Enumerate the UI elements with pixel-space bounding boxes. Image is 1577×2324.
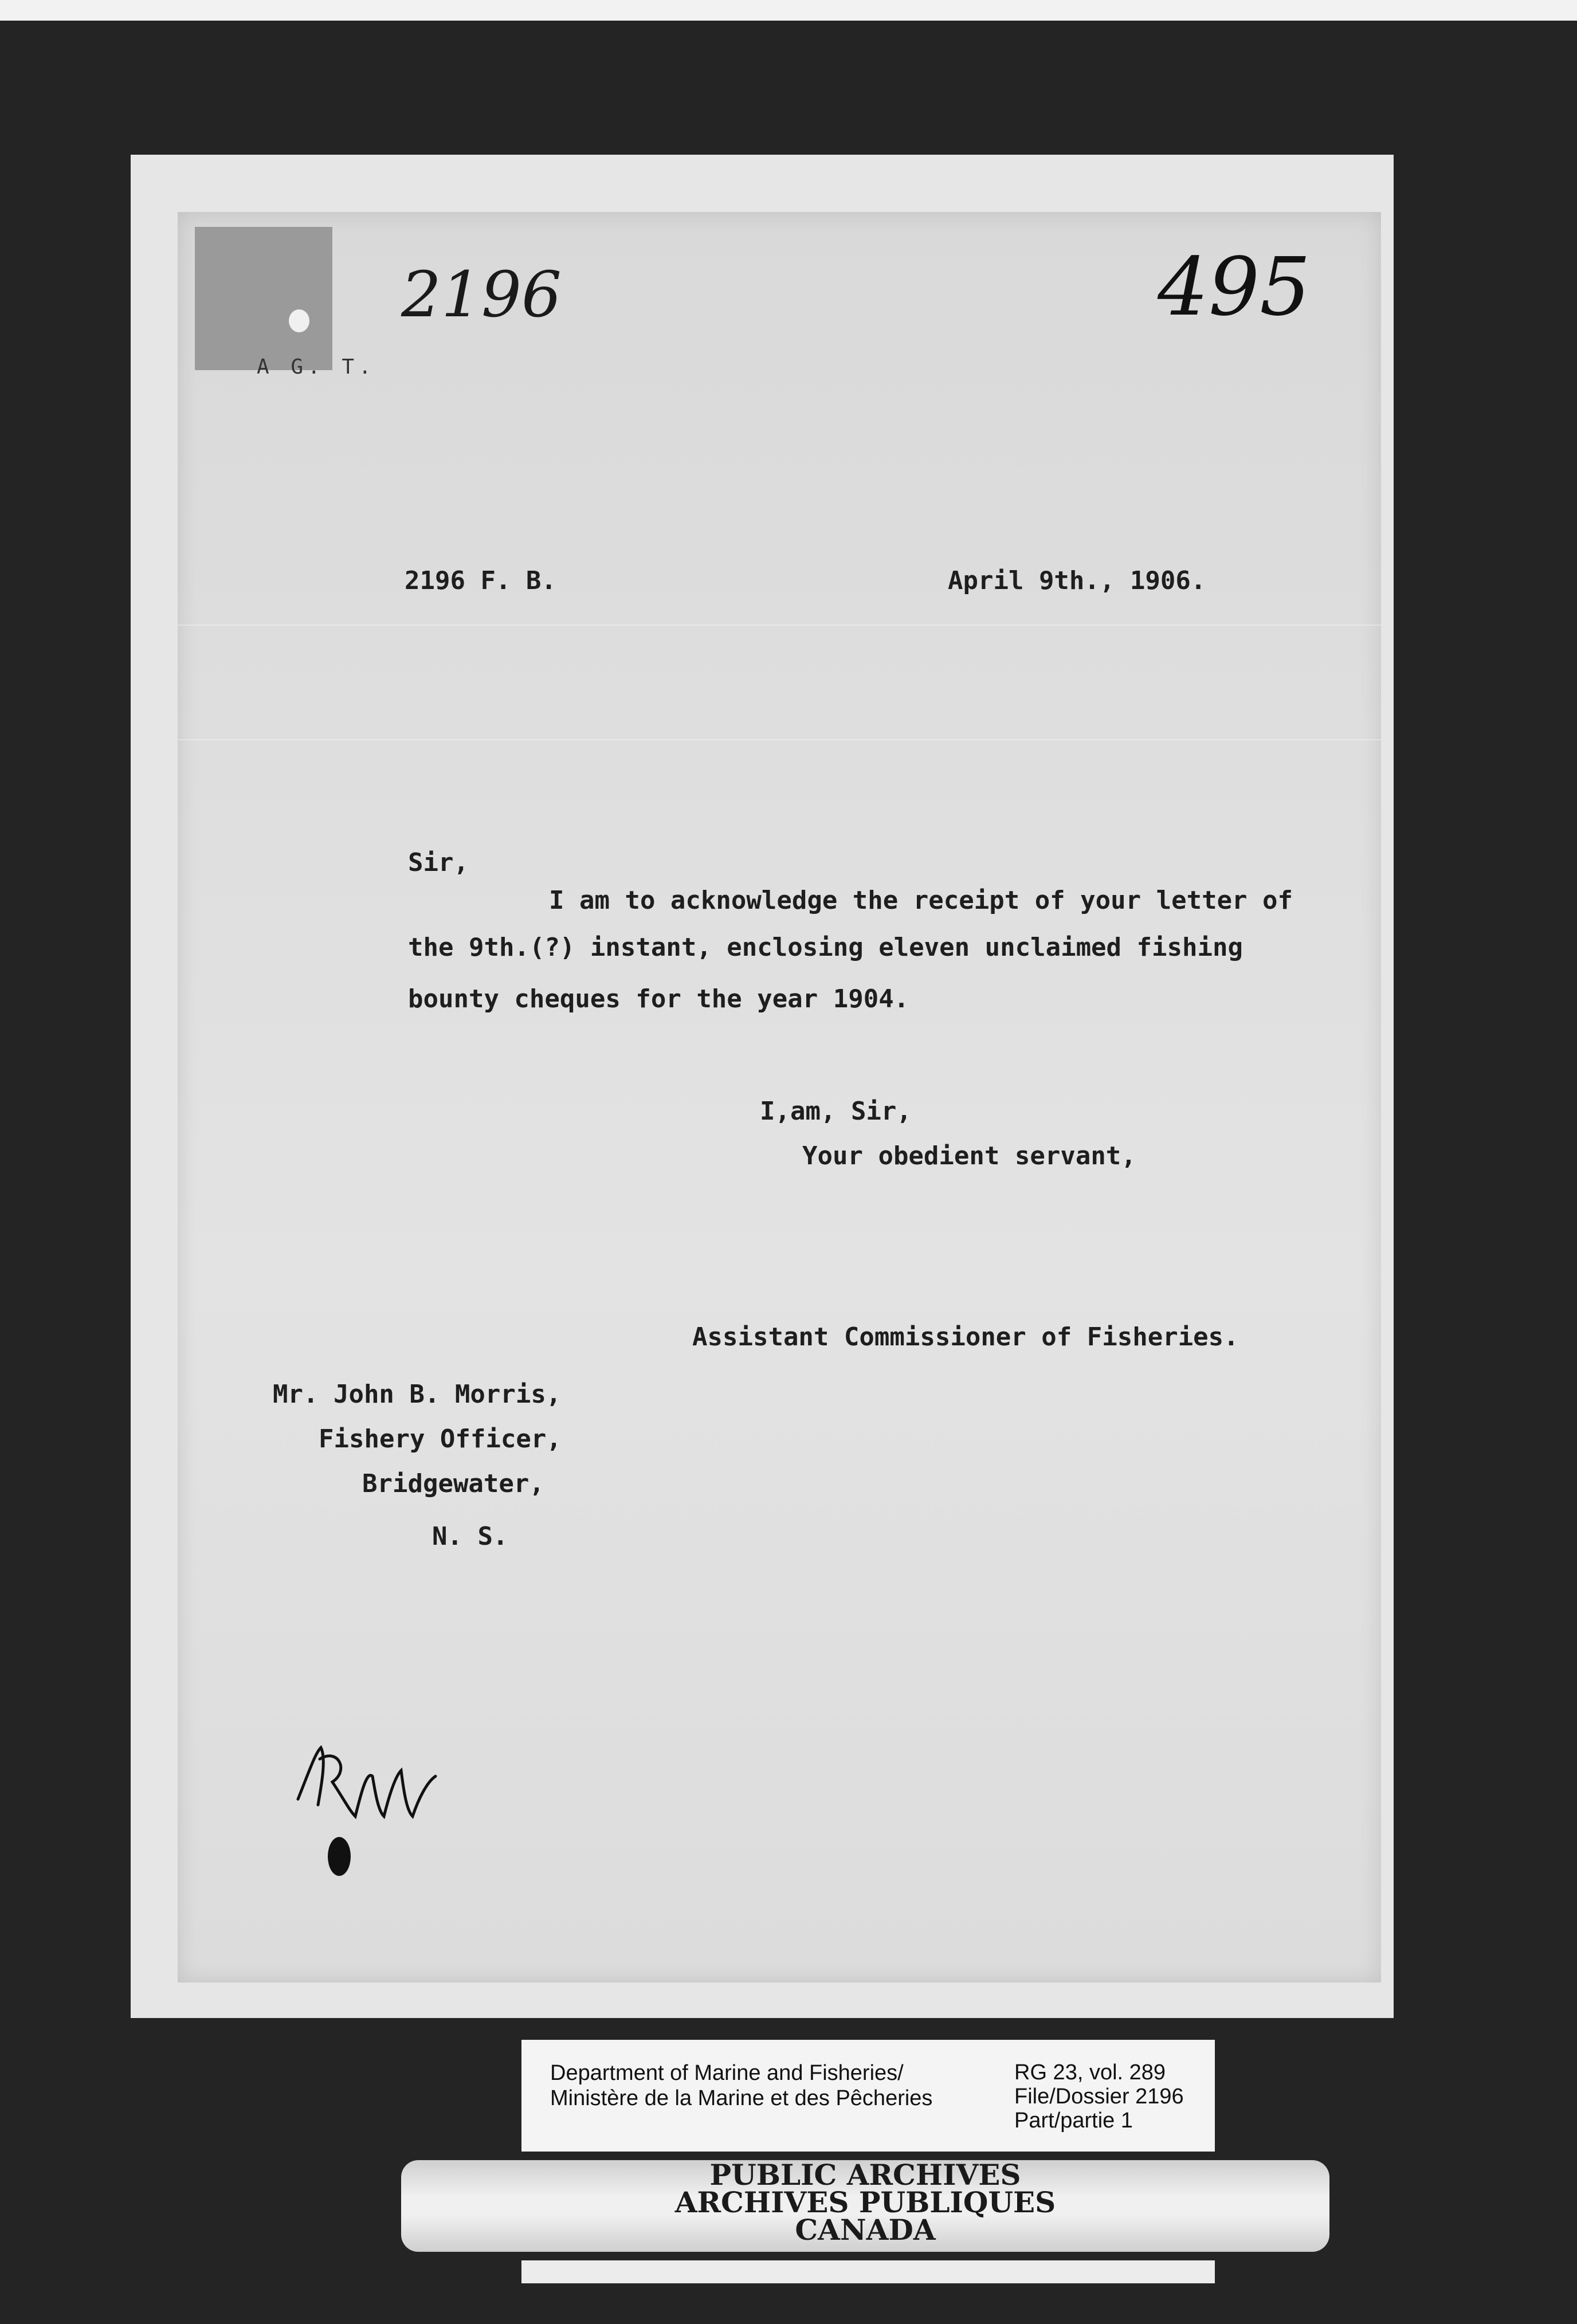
- archive-file: File/Dossier 2196: [1014, 2084, 1184, 2109]
- stamp-line: PUBLIC ARCHIVES: [709, 2158, 1021, 2192]
- stamp-line: CANADA: [795, 2213, 936, 2247]
- department-english: Department of Marine and Fisheries/: [550, 2061, 904, 2085]
- body-line: the 9th.(?) instant, enclosing eleven unclaimed fishing: [408, 933, 1243, 962]
- corner-tab: [195, 227, 332, 370]
- film-edge: [0, 0, 1577, 21]
- archive-part: Part/partie 1: [1014, 2109, 1133, 2133]
- stamp-line: ARCHIVES PUBLIQUES: [674, 2185, 1056, 2219]
- closing-line: Your obedient servant,: [802, 1141, 1136, 1171]
- addressee-line: Bridgewater,: [362, 1469, 544, 1498]
- letter-date: April 9th., 1906.: [948, 566, 1206, 595]
- handwritten-file-number: 2196: [401, 258, 562, 331]
- punch-hole-icon: [289, 309, 309, 332]
- fold-line: [178, 739, 1381, 740]
- salutation: Sir,: [408, 848, 469, 877]
- body-line: I am to acknowledge the receipt of your letter of: [549, 886, 1293, 915]
- closing-line: I,am, Sir,: [760, 1097, 912, 1126]
- file-reference: 2196 F. B.: [405, 566, 556, 595]
- handwritten-page-number: 495: [1158, 241, 1311, 334]
- label-strip: [521, 2260, 1215, 2283]
- signatory-title: Assistant Commissioner of Fisheries.: [692, 1322, 1239, 1352]
- clerk-initials: A G. T.: [257, 355, 376, 379]
- addressee-line: Fishery Officer,: [319, 1424, 562, 1454]
- archive-label: [521, 2040, 1215, 2152]
- department-french: Ministère de la Marine et des Pêcheries: [550, 2086, 933, 2110]
- archives-stamp: [401, 2158, 1329, 2247]
- archive-volume: RG 23, vol. 289: [1014, 2060, 1166, 2084]
- handwritten-initials-signature: [287, 1736, 458, 1885]
- addressee-line: N. S.: [432, 1522, 508, 1551]
- fold-line: [178, 625, 1381, 626]
- body-line: bounty cheques for the year 1904.: [408, 984, 909, 1014]
- addressee-line: Mr. John B. Morris,: [273, 1380, 562, 1409]
